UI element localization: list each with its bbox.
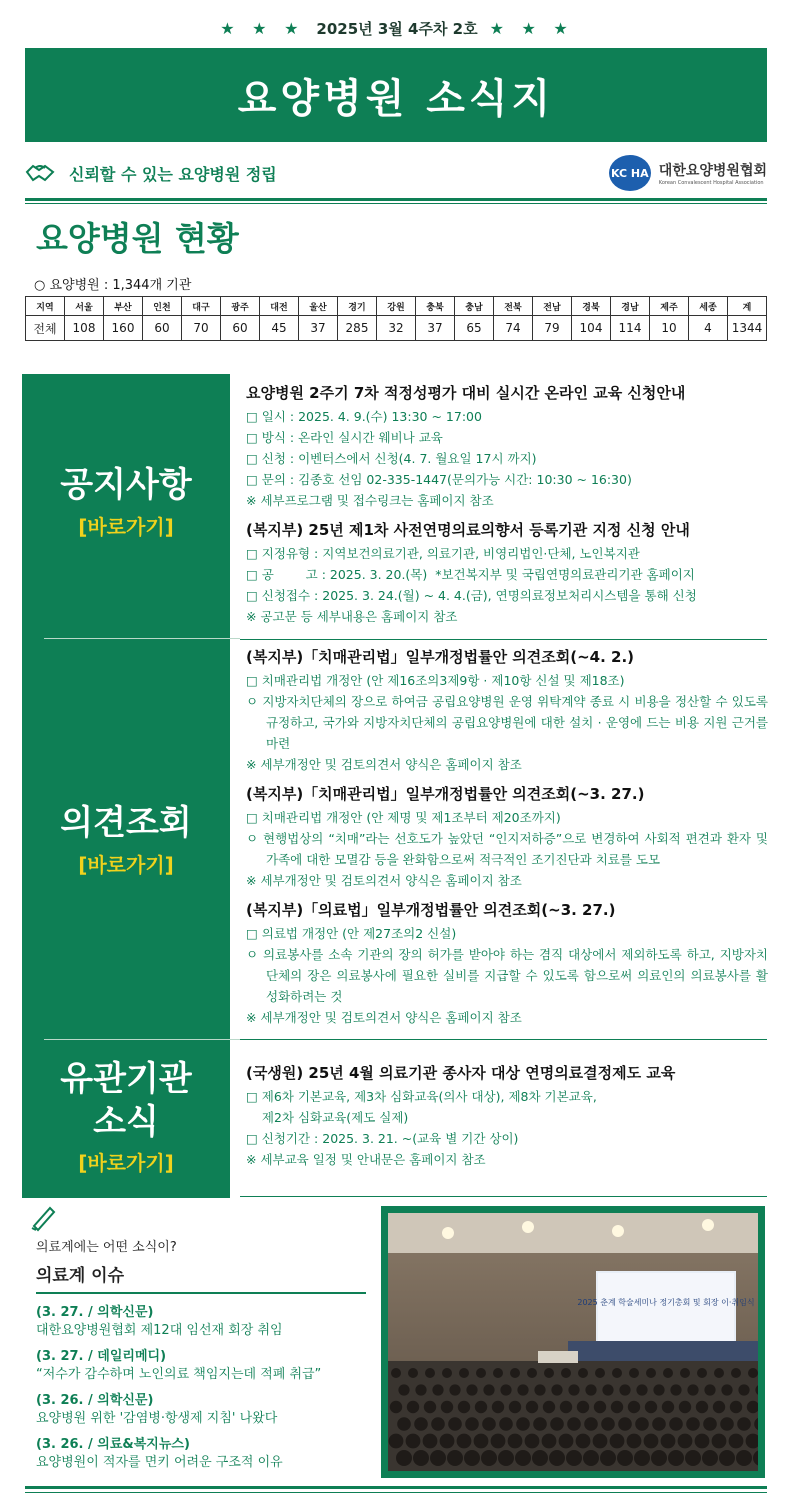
audience-head <box>651 1450 667 1466</box>
audience-head <box>510 1368 520 1378</box>
audience-head <box>543 1401 555 1413</box>
audience-head <box>459 1368 469 1378</box>
notice-line: □ 공 고 : 2025. 3. 20.(목) *보건복지부 및 국립연명의료관리기관 홈페이지 <box>246 567 695 582</box>
news-item[interactable] <box>36 1304 366 1340</box>
audience-head <box>612 1368 622 1378</box>
audience-head <box>413 1450 429 1466</box>
association-logo <box>609 155 767 191</box>
audience-head <box>669 1417 683 1431</box>
audience-head <box>534 1384 545 1395</box>
audience-head <box>559 1434 574 1449</box>
audience-head <box>499 1417 513 1431</box>
audience-head <box>583 1450 599 1466</box>
notice-line: □ 지정유형 : 지역보건의료기관, 의료기관, 비영리법인·단체, 노인복지관 <box>246 546 640 561</box>
audience-head <box>679 1401 691 1413</box>
audience-head <box>430 1450 446 1466</box>
notice-line: ※ 세부프로그램 및 접수링크는 홈페이지 참조 <box>246 493 494 508</box>
audience-head <box>517 1384 528 1395</box>
region-header-cell: 광주 <box>221 297 260 316</box>
audience-head <box>515 1450 531 1466</box>
audience-head <box>731 1368 741 1378</box>
content-divider <box>240 1039 767 1040</box>
audience-head <box>441 1401 453 1413</box>
audience-head <box>466 1384 477 1395</box>
audience-head <box>601 1417 615 1431</box>
audience-head <box>729 1434 744 1449</box>
logo-subtitle: Korean Convalescent Hospital Association <box>658 180 764 186</box>
audience-head <box>464 1450 480 1466</box>
audience-head <box>628 1401 640 1413</box>
table-row <box>26 316 767 341</box>
audience-head <box>483 1384 494 1395</box>
opinion-title: 의견조회 <box>60 803 192 843</box>
sidebar-divider <box>44 638 240 639</box>
audience-head <box>697 1368 707 1378</box>
news-heading: 의료계 이슈 <box>36 1266 125 1286</box>
related-nav <box>22 1058 230 1176</box>
notice-item <box>246 519 768 627</box>
audience-head <box>713 1401 725 1413</box>
audience-head <box>396 1450 412 1466</box>
audience-head <box>391 1368 401 1378</box>
region-header-cell: 부산 <box>104 297 143 316</box>
audience-head <box>516 1417 530 1431</box>
region-header-cell: 울산 <box>299 297 338 316</box>
region-header-cell: 인천 <box>143 297 182 316</box>
audience-head <box>431 1417 445 1431</box>
audience-head <box>618 1417 632 1431</box>
audience-head <box>634 1450 650 1466</box>
notice-line: ※ 공고문 등 세부내용은 홈페이지 참조 <box>246 609 458 624</box>
opinion-item <box>246 646 768 775</box>
audience-head <box>476 1368 486 1378</box>
audience-head <box>668 1450 684 1466</box>
audience-head <box>702 1450 718 1466</box>
audience-head <box>424 1401 436 1413</box>
news-item[interactable] <box>36 1392 366 1428</box>
audience-head <box>542 1434 557 1449</box>
region-header-cell: 경북 <box>572 297 611 316</box>
audience-head <box>695 1434 710 1449</box>
related-line: □ 신청기간 : 2025. 3. 21. ~(교육 별 기간 상이) <box>246 1131 519 1146</box>
audience-head <box>509 1401 521 1413</box>
opinion-note: ※ 세부개정안 및 검토의견서 양식은 홈페이지 참조 <box>246 1010 522 1025</box>
region-count-cell: 70 <box>182 316 221 341</box>
notice-line: □ 일시 : 2025. 4. 9.(수) 13:30 ~ 17:00 <box>246 409 482 424</box>
audience-head <box>730 1401 742 1413</box>
region-count-cell: 32 <box>377 316 416 341</box>
audience-head <box>577 1401 589 1413</box>
footer-divider <box>25 1486 767 1489</box>
audience-head <box>670 1384 681 1395</box>
region-count-cell: 60 <box>221 316 260 341</box>
audience-head <box>617 1450 633 1466</box>
audience-head <box>703 1417 717 1431</box>
audience-head <box>720 1417 734 1431</box>
seminar-photo-frame <box>381 1206 765 1478</box>
notice-line: □ 신청 : 이벤터스에서 신청(4. 7. 월요일 17시 까지) <box>246 451 537 466</box>
audience-head <box>652 1417 666 1431</box>
audience-head <box>645 1401 657 1413</box>
opinion-detail: ㅇ 현행법상의 “치매”라는 선호도가 높았던 “인지저하증”으로 변경하여 사회적 편견과 환자 및 가족에 대한 모멸감 등을 완화함으로써 적극적인 조기진단과 치료를 도모 <box>246 831 768 867</box>
notice-item-title[interactable]: 요양병원 2주기 7차 적정성평가 대비 실시간 온라인 교육 신청안내 <box>246 384 686 402</box>
footer-divider-thin <box>25 1492 767 1493</box>
audience-head <box>549 1450 565 1466</box>
audience-head <box>458 1401 470 1413</box>
audience-head <box>389 1434 404 1449</box>
table-header-row <box>26 297 767 316</box>
audience-head <box>492 1401 504 1413</box>
news-headline[interactable]: 대한요양병원협회 제12대 임선재 회장 취임 <box>36 1323 283 1338</box>
audience-head <box>526 1401 538 1413</box>
audience-head <box>714 1368 724 1378</box>
audience-head <box>600 1450 616 1466</box>
region-count-cell: 전체 <box>26 316 65 341</box>
audience-head <box>532 1450 548 1466</box>
audience-head <box>611 1401 623 1413</box>
news-date: (3. 26. / 의료&복지뉴스) <box>36 1437 190 1452</box>
audience-head <box>398 1384 409 1395</box>
audience-head <box>602 1384 613 1395</box>
region-count-cell: 45 <box>260 316 299 341</box>
opinion-detail: ㅇ 의료봉사를 소속 기관의 장의 허가를 받아야 하는 겸직 대상에서 제외하도록 하고, 지방자치단체의 장은 의료봉사에 필요한 실비를 지급할 수 있도록 함으로써 의료인의 의료봉사를 활성화하려는 것 <box>246 947 768 1004</box>
status-title: 요양병원 현황 <box>36 219 239 258</box>
region-header-cell: 경기 <box>338 297 377 316</box>
region-count-cell: 79 <box>533 316 572 341</box>
news-question: 의료계에는 어떤 소식이? <box>36 1240 177 1255</box>
region-header-cell: 전북 <box>494 297 533 316</box>
region-count-cell: 10 <box>650 316 689 341</box>
audience-head <box>686 1417 700 1431</box>
audience-head <box>465 1417 479 1431</box>
notice-shortcut-link[interactable]: [바로가기] <box>78 514 174 539</box>
audience-head <box>704 1384 715 1395</box>
audience-head <box>584 1417 598 1431</box>
opinion-note: ※ 세부개정안 및 검토의견서 양식은 홈페이지 참조 <box>246 757 522 772</box>
region-count-cell: 74 <box>494 316 533 341</box>
news-date: (3. 27. / 데일리메디) <box>36 1349 167 1364</box>
opinion-content <box>246 646 768 1036</box>
logo-name: 대한요양병원협회 <box>658 163 767 179</box>
region-header-cell: 충북 <box>416 297 455 316</box>
related-content <box>246 1062 768 1170</box>
audience-head <box>737 1417 751 1431</box>
slogan-text: 신뢰할 수 있는 요양병원 정립 <box>69 164 277 184</box>
region-header-cell: 대전 <box>260 297 299 316</box>
news-section <box>36 1200 366 1480</box>
region-count-cell: 4 <box>689 316 728 341</box>
notice-nav <box>22 464 230 540</box>
audience-head <box>408 1368 418 1378</box>
region-header-cell: 계 <box>728 297 767 316</box>
audience-head <box>594 1401 606 1413</box>
audience-head <box>432 1384 443 1395</box>
seminar-photo <box>388 1213 758 1471</box>
notice-item-title[interactable]: (복지부) 25년 제1차 사전연명의료의향서 등록기관 지정 신청 안내 <box>246 521 690 539</box>
audience-head <box>566 1450 582 1466</box>
opinion-nav <box>22 802 230 878</box>
slogan <box>25 162 277 185</box>
audience-head <box>397 1417 411 1431</box>
audience-head <box>635 1417 649 1431</box>
related-item-title[interactable]: (국생원) 25년 4월 의료기관 종사자 대상 연명의료결정제도 교육 <box>246 1064 676 1082</box>
audience-head <box>407 1401 419 1413</box>
region-count-cell: 104 <box>572 316 611 341</box>
notice-content <box>246 382 768 635</box>
opinion-line: □ 치매관리법 개정안 (안 제명 및 제1조부터 제20조까지) <box>246 810 561 825</box>
audience-head <box>561 1368 571 1378</box>
audience-head <box>493 1368 503 1378</box>
hospital-count: ○ 요양병원 : 1,344개 기관 <box>34 278 192 293</box>
audience-head <box>550 1417 564 1431</box>
sidebar-divider <box>44 1039 240 1040</box>
audience-head <box>457 1434 472 1449</box>
news-item[interactable] <box>36 1436 366 1472</box>
audience-head <box>481 1450 497 1466</box>
newsletter-title: 요양병원 소식지 <box>237 75 555 122</box>
audience-head <box>576 1434 591 1449</box>
audience-head <box>500 1384 511 1395</box>
region-header-cell: 세종 <box>689 297 728 316</box>
newsletter-banner <box>25 48 767 142</box>
region-count-cell: 108 <box>65 316 104 341</box>
audience-head <box>653 1384 664 1395</box>
audience-head <box>663 1368 673 1378</box>
audience-head <box>680 1368 690 1378</box>
audience-head <box>406 1434 421 1449</box>
opinion-item-title[interactable]: (복지부)「치매관리법」일부개정법률안 의견조회(~4. 2.) <box>246 648 635 666</box>
region-stats-table <box>25 296 767 341</box>
slogan-row <box>25 150 767 196</box>
region-header-cell: 지역 <box>26 297 65 316</box>
header-divider-thin <box>25 203 767 204</box>
audience-head <box>414 1417 428 1431</box>
audience-head <box>440 1434 455 1449</box>
region-header-cell: 경남 <box>611 297 650 316</box>
audience-head <box>425 1368 435 1378</box>
notice-line: □ 방식 : 온라인 실시간 웨비나 교육 <box>246 430 443 445</box>
news-headline[interactable]: 요양병원 위한 '감염병·항생제 지침' 나왔다 <box>36 1411 278 1426</box>
audience-head <box>593 1434 608 1449</box>
audience-head <box>738 1384 749 1395</box>
audience-head <box>449 1384 460 1395</box>
audience-head <box>627 1434 642 1449</box>
audience-head <box>568 1384 579 1395</box>
audience-head <box>636 1384 647 1395</box>
audience-head <box>644 1434 659 1449</box>
seminar-hall-image <box>388 1213 758 1471</box>
news-headline[interactable]: “저수가 감수하며 노인의료 책임지는데 적폐 취급” <box>36 1367 322 1382</box>
notice-title: 공지사항 <box>60 465 192 505</box>
audience-head <box>491 1434 506 1449</box>
audience-head <box>662 1401 674 1413</box>
audience-head <box>696 1401 708 1413</box>
issue-label: 2025년 3월 4주차 2호 <box>316 19 478 38</box>
region-count-cell: 37 <box>416 316 455 341</box>
audience-head <box>527 1368 537 1378</box>
audience-head <box>442 1368 452 1378</box>
opinion-detail: ㅇ 지방자치단체의 장으로 하여금 공립요양병원 운영 위탁계약 종료 시 비용을 정산할 수 있도록 규정하고, 국가와 지방자치단체의 공립요양병원에 대한 설치 · 운영에 드는 비용 지원 근거를 마련 <box>246 694 768 751</box>
opinion-shortcut-link[interactable]: [바로가기] <box>78 852 174 877</box>
notice-item <box>246 382 768 511</box>
related-shortcut-link[interactable]: [바로가기] <box>78 1151 174 1175</box>
opinion-item <box>246 783 768 891</box>
related-note: ※ 세부교육 일정 및 안내문은 홈페이지 참조 <box>246 1152 486 1167</box>
audience-head <box>736 1450 752 1466</box>
news-item[interactable] <box>36 1348 366 1384</box>
opinion-note: ※ 세부개정안 및 검토의견서 양식은 홈페이지 참조 <box>246 873 522 888</box>
audience-head <box>498 1450 514 1466</box>
region-header-cell: 충남 <box>455 297 494 316</box>
opinion-item-title[interactable]: (복지부)「치매관리법」일부개정법률안 의견조회(~3. 27.) <box>246 785 645 803</box>
news-divider <box>36 1292 366 1294</box>
star-icons-right: ★ ★ ★ <box>489 18 574 38</box>
related-title-line1: 유관기관 <box>60 1059 192 1099</box>
audience-head <box>533 1417 547 1431</box>
audience-head <box>661 1434 676 1449</box>
related-title-line2: 소식 <box>93 1101 159 1142</box>
handshake-icon <box>25 162 55 184</box>
region-count-cell: 1344 <box>728 316 767 341</box>
region-header-cell: 서울 <box>65 297 104 316</box>
audience-head <box>390 1401 402 1413</box>
content-divider <box>240 639 767 640</box>
audience-head <box>525 1434 540 1449</box>
region-count-cell: 114 <box>611 316 650 341</box>
audience-head <box>415 1384 426 1395</box>
region-header-cell: 제주 <box>650 297 689 316</box>
region-count-cell: 285 <box>338 316 377 341</box>
opinion-item <box>246 899 768 1028</box>
audience-head <box>551 1384 562 1395</box>
issue-line <box>0 16 794 40</box>
audience-head <box>595 1368 605 1378</box>
audience-head <box>687 1384 698 1395</box>
audience-head <box>447 1450 463 1466</box>
audience-head <box>482 1417 496 1431</box>
region-header-cell: 전남 <box>533 297 572 316</box>
audience-head <box>448 1417 462 1431</box>
region-count-cell: 65 <box>455 316 494 341</box>
region-header-cell: 대구 <box>182 297 221 316</box>
opinion-item-title[interactable]: (복지부)「의료법」일부개정법률안 의견조회(~3. 27.) <box>246 901 616 919</box>
audience-head <box>748 1368 758 1378</box>
news-date: (3. 27. / 의학신문) <box>36 1305 154 1320</box>
audience-head <box>719 1450 735 1466</box>
header-divider <box>25 198 767 201</box>
region-count-cell: 160 <box>104 316 143 341</box>
audience-head <box>475 1401 487 1413</box>
audience-head <box>610 1434 625 1449</box>
region-count-cell: 60 <box>143 316 182 341</box>
star-icons-left: ★ ★ ★ <box>220 18 305 38</box>
audience-head <box>678 1434 693 1449</box>
section-sidebar <box>22 374 230 1198</box>
region-header-cell: 강원 <box>377 297 416 316</box>
audience-head <box>508 1434 523 1449</box>
audience-head <box>544 1368 554 1378</box>
audience-head <box>560 1401 572 1413</box>
audience-head <box>585 1384 596 1395</box>
news-date: (3. 26. / 의학신문) <box>36 1393 154 1408</box>
audience-head <box>619 1384 630 1395</box>
audience-head <box>721 1384 732 1395</box>
audience-head <box>712 1434 727 1449</box>
audience-head <box>474 1434 489 1449</box>
audience-head <box>646 1368 656 1378</box>
news-headline[interactable]: 요양병원이 적자를 면키 어려운 구조적 이유 <box>36 1455 283 1470</box>
content-divider <box>240 1196 767 1197</box>
related-line: □ 제6차 기본교육, 제3차 심화교육(의사 대상), 제8차 기본교육, <box>246 1089 597 1104</box>
audience-head <box>423 1434 438 1449</box>
region-count-cell: 37 <box>299 316 338 341</box>
audience-head <box>629 1368 639 1378</box>
notice-line: □ 문의 : 김종호 선임 02-335-1447(문의가능 시간: 10:30 ~ 16:30) <box>246 472 632 487</box>
screen-caption: 2025 춘계 학술세미나 정기총회 및 회장 이·취임식 <box>577 1298 755 1307</box>
kcha-logo-icon: KC HA <box>609 155 651 191</box>
opinion-line: □ 치매관리법 개정안 (안 제16조의3제9항 · 제10항 신설 및 제18조) <box>246 673 625 688</box>
audience-head <box>578 1368 588 1378</box>
notice-line: □ 신청접수 : 2025. 3. 24.(월) ~ 4. 4.(금), 연명의료정보처리시스템을 통해 신청 <box>246 588 697 603</box>
opinion-line: □ 의료법 개정안 (안 제27조의2 신설) <box>246 926 457 941</box>
related-line: 제2차 심화교육(제도 실제) <box>246 1110 409 1125</box>
audience-head <box>567 1417 581 1431</box>
audience-head <box>685 1450 701 1466</box>
